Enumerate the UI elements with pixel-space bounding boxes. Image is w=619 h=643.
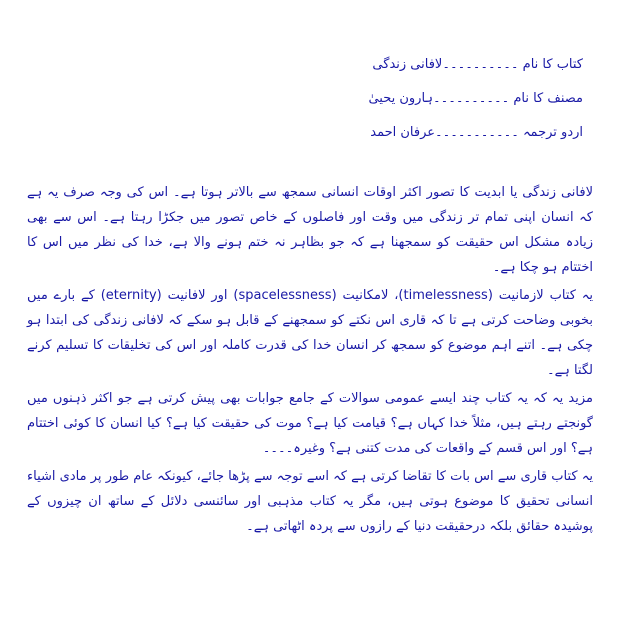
paragraph-reading-note: یہ کتاب قاری سے اس بات کا تقاضا کرتی ہے کہ اسے توجہ سے پڑھا جائے، کیونکہ عام طور پر مادی اشیاء انسانی تحقیق کا موضوع ہوتی ہیں، مگر یہ کتاب مذہبی اور سائنسی دلائل کے ساتھ ان چیزوں کے پوشیدہ حقائق بلکہ درحقیقت دنیا کے رازوں سے پردہ اٹھاتی ہے۔ (27, 469, 593, 534)
paragraph-questions: مزید یہ کہ یہ کتاب چند ایسے عمومی سوالات کے جامع جوابات بھی پیش کرتی ہے جو اکثر ذہنوں میں گونجتے رہتے ہیں، مثلاً خدا کہاں ہے؟ قیامت کیا ہے؟ موت کی حقیقت کیا ہے؟ کیا انسان کا کوئی اختتام ہے؟ اور اس قسم کے واقعات کی مدت کتنی ہے؟ وغیرہ۔۔۔۔ (27, 391, 593, 456)
paragraph-concepts: یہ کتاب لازمانیت (timelessness)، لامکانیت (spacelessness) اور لافانیت (eternity) کے بارے میں بخوبی وضاحت کرتی ہے تا کہ قاری اس نکتے کو سمجھنے کے قابل ہو سکے کہ لافانی زندگی کی ابتدا ہو چکی ہے۔ اتنے اہم موضوع کو سمجھ کر انسان خدا کی قدرت کاملہ اور اس کی تخلیقات کا تسلیم کرنے لگتا ہے۔ (27, 288, 594, 378)
book-title-line: کتاب کا نام ۔۔۔۔۔۔۔۔۔۔لافانی زندگی (372, 57, 583, 72)
paragraph-intro: لافانی زندگی یا ابدیت کا تصور اکثر اوقات انسانی سمجھ سے بالاتر ہوتا ہے۔ اس کی وجہ صرف یہ ہے کہ انسان اپنی تمام تر زندگی میں وقت اور فاصلوں کے خاص تصور میں جکڑا رہتا ہے۔ اس سے بھی زیادہ مشکل اس حقیقت کو سمجھنا ہے کہ جو بظاہر نہ ختم ہونے والا ہے، خدا کی نظر میں اس کا اختتام ہو چکا ہے۔ (27, 185, 593, 275)
book-info (283, 48, 583, 150)
author-line: مصنف کا نام ۔۔۔۔۔۔۔۔۔۔ہارون یحییٰ (368, 91, 583, 106)
translator-line: اردو ترجمہ ۔۔۔۔۔۔۔۔۔۔۔عرفان احمد (370, 125, 583, 140)
body-text (27, 180, 593, 539)
